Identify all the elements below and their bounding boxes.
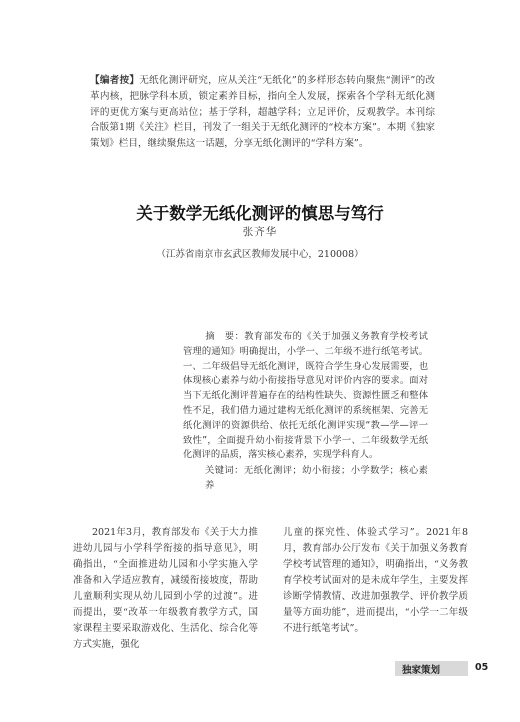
body-right-column: 儿童的探究性、体验式学习”。2021年8月，教育部办公厅发布《关于加强义务教育学校考试管理的通知》，明确指出，“义务教育学校考试面对的是未成年学生，主要发挥诊断学情教情、改进加强教学、评价教学质量等方面功能”，进而提出，“小学一二年级不进行纸笔考试”。 (283, 527, 468, 634)
keywords-label: 关键词： (205, 465, 244, 477)
editor-note-label: 【编者按】 (90, 75, 140, 86)
article-title: 关于数学无纸化测评的慎思与笃行 (136, 204, 384, 223)
article-author: 张齐华 (242, 226, 278, 238)
page-number: 05 (475, 662, 489, 673)
abstract-text: 教育部发布的《关于加强义务教育学校考试管理的通知》明确提出，小学一、二年级不进行纸笔考试。一、二年级倡导无纸化测评，既符合学生身心发展需要，也体现核心素养与幼小衔接指导意见对评价内容的要求。面对当下无纸化测评普遍存在的结构性缺失、资源性匮乏和整体性不足，我们借力通过建构无纸化测评的系统框架、完善无纸化测评的资源供给、依托无纸化测评实现“教—学—评一致性”，全面提升幼小衔接背景下小学一、二年级数学无纸化测评的品质，落实核心素养，实现学科育人。 (183, 331, 428, 461)
abstract (183, 330, 428, 494)
footer-section-label: 独家策划 (402, 665, 441, 676)
editor-note (90, 73, 435, 152)
editor-note-text: 无纸化测评研究，应从关注“无纸化”的多样形态转向聚焦“测评”的改革内核，把脉学科本质，锁定素养目标，指向全人发展，探索各个学科无纸化测评的更优方案与更高站位；基于学科，超越学科；立足评价，反观教学。本刊综合版第1期《关注》栏目，刊发了一组关于无纸化测评的“校本方案”。本期《独家策划》栏目，继续聚焦这一话题，分享无纸化测评的“学科方案”。 (90, 75, 436, 150)
abstract-label: 摘 要： (205, 331, 245, 342)
keywords (183, 464, 428, 494)
abstract-body (183, 330, 428, 463)
keywords-text: 无纸化测评；幼小衔接；小学数学；核心素养 (205, 465, 428, 491)
body-left-column: 2021年3月，教育部发布《关于大力推进幼儿园与小学科学衔接的指导意见》，明确指出，“全面推进幼儿园和小学实施入学准备和入学适应教育，减缓衔接坡度，帮助儿童顺利实现从幼儿园到小学的过渡”。进而提出，要“改革一年级教育教学方式，国家课程主要采取游戏化、生活化、综合化等方式实施，强化 (73, 527, 258, 650)
article-affiliation: （江苏省南京市玄武区教师发展中心，210008） (156, 249, 364, 260)
